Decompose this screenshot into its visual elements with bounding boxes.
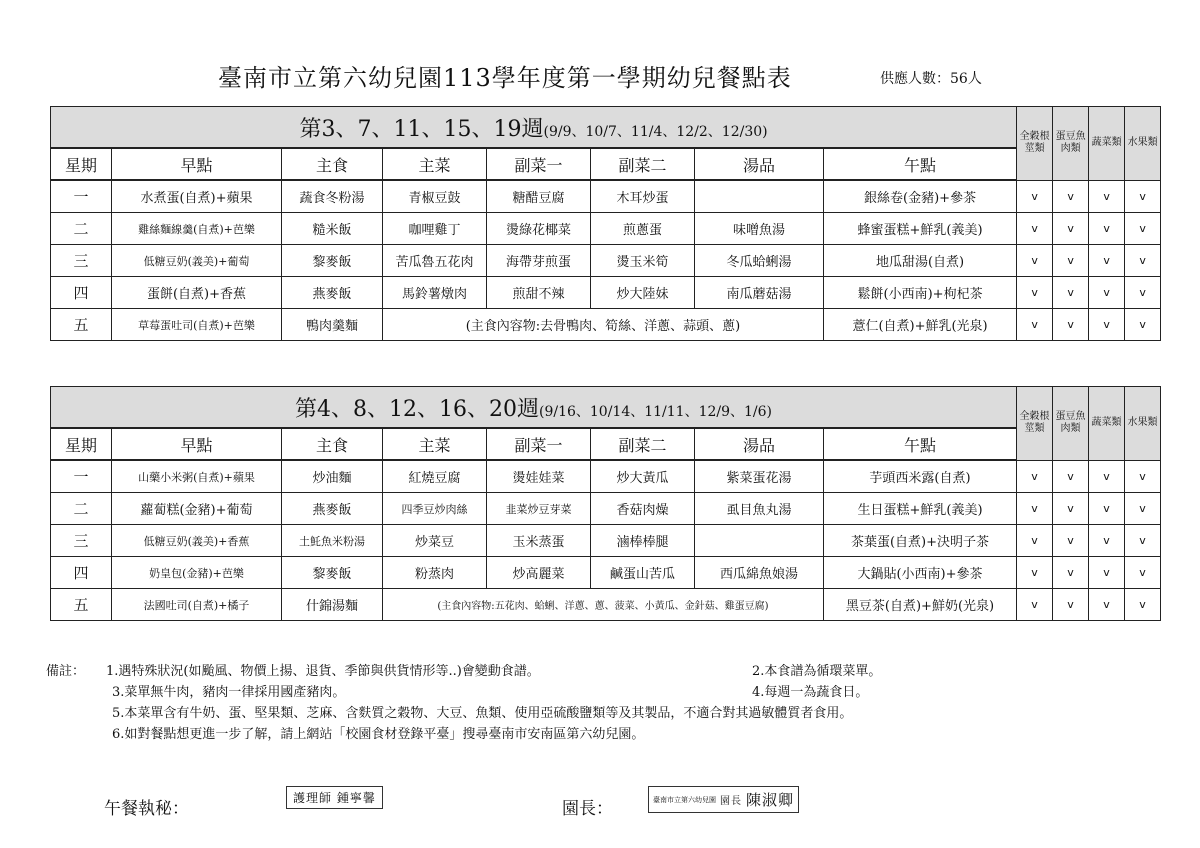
check-mark: v: [1053, 277, 1089, 309]
header-staple: 主食: [282, 428, 383, 460]
staple-cell: 蔬食冬粉湯: [282, 180, 383, 213]
soup-cell: 西瓜綿魚娘湯: [695, 557, 824, 589]
day-cell: 五: [51, 309, 112, 341]
check-mark: v: [1017, 277, 1053, 309]
director-stamp: [648, 786, 799, 813]
side1-cell: 糖醋豆腐: [487, 180, 591, 213]
staple-cell: 燕麥飯: [282, 277, 383, 309]
check-mark: v: [1053, 557, 1089, 589]
side1-cell: 燙娃娃菜: [487, 460, 591, 493]
staple-cell: 什錦湯麵: [282, 589, 383, 621]
staple-ingredients-note: (主食內容物:去骨鴨肉、筍絲、洋蔥、蒜頭、蔥): [383, 309, 824, 341]
note-4: 4.每週一為蔬食日。: [752, 685, 869, 700]
week-label: 第3、7、11、15、19週: [299, 116, 544, 142]
staple-cell: 土魠魚米粉湯: [282, 525, 383, 557]
menu-table-week2: [50, 386, 1161, 621]
note-1: 1.遇特殊狀況(如颱風、物價上揚、退貨、季節與供貨情形等..)會變動食譜。: [106, 664, 540, 679]
side1-cell: 玉米蒸蛋: [487, 525, 591, 557]
day-cell: 四: [51, 277, 112, 309]
main-cell: 馬鈴薯燉肉: [383, 277, 487, 309]
day-cell: 五: [51, 589, 112, 621]
table-row: [51, 309, 1161, 341]
soup-cell: 味噌魚湯: [695, 213, 824, 245]
header-row: [51, 148, 1161, 180]
staple-cell: 黎麥飯: [282, 245, 383, 277]
header-breakfast: 早點: [112, 428, 282, 460]
check-mark: v: [1053, 525, 1089, 557]
supply-count: 供應人數：56人: [880, 71, 982, 87]
snack-cell: 銀絲卷(金豬)+參茶: [824, 180, 1017, 213]
check-mark: v: [1125, 460, 1161, 493]
check-mark: v: [1089, 213, 1125, 245]
staple-cell: 糙米飯: [282, 213, 383, 245]
snack-cell: 鬆餅(小西南)+枸杞茶: [824, 277, 1017, 309]
snack-cell: 黑豆茶(自煮)+鮮奶(光泉): [824, 589, 1017, 621]
side1-cell: 炒高麗菜: [487, 557, 591, 589]
header-breakfast: 早點: [112, 148, 282, 180]
breakfast-cell: 低糖豆奶(義美)+葡萄: [112, 245, 282, 277]
check-mark: v: [1089, 245, 1125, 277]
notes-label: 備註：: [46, 664, 86, 679]
week-dates: (9/9、10/7、11/4、12/2、12/30): [543, 123, 768, 140]
check-mark: v: [1089, 460, 1125, 493]
side1-cell: 燙綠花椰菜: [487, 213, 591, 245]
director-stamp-name: 陳淑卿: [746, 791, 795, 809]
side1-cell: 煎甜不辣: [487, 277, 591, 309]
header-side1: 副菜一: [487, 428, 591, 460]
check-mark: v: [1017, 460, 1053, 493]
category-vegetable: 蔬菜類: [1089, 107, 1125, 181]
check-mark: v: [1053, 180, 1089, 213]
category-fruit: 水果類: [1125, 387, 1161, 461]
soup-cell: [695, 180, 824, 213]
day-cell: 三: [51, 525, 112, 557]
day-cell: 二: [51, 493, 112, 525]
secretary-label: 午餐執秘：: [104, 799, 189, 819]
check-mark: v: [1017, 245, 1053, 277]
breakfast-cell: 草莓蛋吐司(自煮)+芭樂: [112, 309, 282, 341]
breakfast-cell: 蘿蔔糕(金豬)+葡萄: [112, 493, 282, 525]
soup-cell: 紫菜蛋花湯: [695, 460, 824, 493]
table-row: [51, 245, 1161, 277]
breakfast-cell: 山藥小米粥(自煮)+蘋果: [112, 460, 282, 493]
header-day: 星期: [51, 428, 112, 460]
staple-ingredients-note: (主食內容物:五花肉、蛤蜊、洋蔥、蔥、菠菜、小黃瓜、金針菇、雞蛋豆腐): [383, 589, 824, 621]
soup-cell: [695, 525, 824, 557]
snack-cell: 地瓜甜湯(自煮): [824, 245, 1017, 277]
check-mark: v: [1125, 213, 1161, 245]
header-soup: 湯品: [695, 428, 824, 460]
soup-cell: 虱目魚丸湯: [695, 493, 824, 525]
check-mark: v: [1089, 525, 1125, 557]
table-row: [51, 277, 1161, 309]
day-cell: 一: [51, 460, 112, 493]
header-main: 主菜: [383, 148, 487, 180]
breakfast-cell: 水煮蛋(自煮)+蘋果: [112, 180, 282, 213]
staple-cell: 炒油麵: [282, 460, 383, 493]
header-snack: 午點: [824, 428, 1017, 460]
week-heading: [51, 107, 1017, 149]
check-mark: v: [1017, 493, 1053, 525]
category-fruit: 水果類: [1125, 107, 1161, 181]
check-mark: v: [1089, 180, 1125, 213]
week-heading: [51, 387, 1017, 429]
title-row: [0, 58, 1200, 94]
main-cell: 粉蒸肉: [383, 557, 487, 589]
table-row: [51, 180, 1161, 213]
check-mark: v: [1053, 493, 1089, 525]
check-mark: v: [1053, 589, 1089, 621]
check-mark: v: [1125, 180, 1161, 213]
table-row: [51, 557, 1161, 589]
header-side1: 副菜一: [487, 148, 591, 180]
side2-cell: 煎蔥蛋: [591, 213, 695, 245]
check-mark: v: [1125, 277, 1161, 309]
category-vegetable: 蔬菜類: [1089, 387, 1125, 461]
header-side2: 副菜二: [591, 148, 695, 180]
check-mark: v: [1053, 245, 1089, 277]
snack-cell: 大鍋貼(小西南)+參茶: [824, 557, 1017, 589]
main-cell: 咖哩雞丁: [383, 213, 487, 245]
snack-cell: 芋頭西米露(自煮): [824, 460, 1017, 493]
staple-cell: 鴨肉羹麵: [282, 309, 383, 341]
check-mark: v: [1125, 309, 1161, 341]
side2-cell: 燙玉米筍: [591, 245, 695, 277]
staple-cell: 黎麥飯: [282, 557, 383, 589]
menu-table-week1: [50, 106, 1161, 341]
check-mark: v: [1125, 245, 1161, 277]
breakfast-cell: 雞絲麵線羹(自煮)+芭樂: [112, 213, 282, 245]
secretary-stamp: 護理師 鍾寧馨: [286, 786, 383, 809]
category-grain: 全穀根莖類: [1017, 387, 1053, 461]
check-mark: v: [1017, 213, 1053, 245]
table-row: [51, 589, 1161, 621]
page-title: 臺南市立第六幼兒園113學年度第一學期幼兒餐點表: [218, 64, 792, 92]
main-cell: 青椒豆鼓: [383, 180, 487, 213]
check-mark: v: [1089, 309, 1125, 341]
snack-cell: 蜂蜜蛋糕+鮮乳(義美): [824, 213, 1017, 245]
check-mark: v: [1017, 180, 1053, 213]
header-snack: 午點: [824, 148, 1017, 180]
table-row: [51, 493, 1161, 525]
check-mark: v: [1089, 557, 1125, 589]
main-cell: 炒菜豆: [383, 525, 487, 557]
check-mark: v: [1125, 589, 1161, 621]
note-5: 5.本菜單含有牛奶、蛋、堅果類、芝麻、含麩質之穀物、大豆、魚類、使用亞硫酸鹽類等及其製品，不適合對其過敏體質者食用。: [112, 706, 853, 721]
note-2: 2.本食譜為循環菜單。: [752, 664, 882, 679]
day-cell: 二: [51, 213, 112, 245]
side2-cell: 炒大陸妹: [591, 277, 695, 309]
check-mark: v: [1125, 557, 1161, 589]
header-side2: 副菜二: [591, 428, 695, 460]
staple-cell: 燕麥飯: [282, 493, 383, 525]
soup-cell: 冬瓜蛤蜊湯: [695, 245, 824, 277]
side2-cell: 滷棒棒腿: [591, 525, 695, 557]
note-3: 3.菜單無牛肉，豬肉一律採用國產豬肉。: [112, 685, 346, 700]
side2-cell: 木耳炒蛋: [591, 180, 695, 213]
check-mark: v: [1053, 460, 1089, 493]
main-cell: 紅燒豆腐: [383, 460, 487, 493]
check-mark: v: [1089, 493, 1125, 525]
check-mark: v: [1089, 589, 1125, 621]
side1-cell: 韭菜炒豆芽菜: [487, 493, 591, 525]
check-mark: v: [1017, 309, 1053, 341]
header-staple: 主食: [282, 148, 383, 180]
breakfast-cell: 法國吐司(自煮)+橘子: [112, 589, 282, 621]
breakfast-cell: 蛋餅(自煮)+香蕉: [112, 277, 282, 309]
week-dates: (9/16、10/14、11/11、12/9、1/6): [538, 403, 773, 420]
director-stamp-org: 臺南市立第六幼兒園: [653, 795, 716, 804]
table-row: [51, 213, 1161, 245]
check-mark: v: [1089, 277, 1125, 309]
day-cell: 一: [51, 180, 112, 213]
breakfast-cell: 低糖豆奶(義美)+香蕉: [112, 525, 282, 557]
snack-cell: 茶葉蛋(自煮)+決明子茶: [824, 525, 1017, 557]
check-mark: v: [1017, 525, 1053, 557]
header-day: 星期: [51, 148, 112, 180]
header-row: [51, 428, 1161, 460]
check-mark: v: [1053, 213, 1089, 245]
check-mark: v: [1125, 493, 1161, 525]
check-mark: v: [1017, 557, 1053, 589]
week-label: 第4、8、12、16、20週: [295, 396, 539, 422]
side1-cell: 海帶芽煎蛋: [487, 245, 591, 277]
breakfast-cell: 奶皇包(金豬)+芭樂: [112, 557, 282, 589]
category-protein: 蛋豆魚肉類: [1053, 107, 1089, 181]
director-stamp-title: 園長: [720, 796, 742, 807]
snack-cell: 薏仁(自煮)+鮮乳(光泉): [824, 309, 1017, 341]
snack-cell: 生日蛋糕+鮮乳(義美): [824, 493, 1017, 525]
check-mark: v: [1053, 309, 1089, 341]
table-row: [51, 460, 1161, 493]
check-mark: v: [1017, 589, 1053, 621]
side2-cell: 炒大黃瓜: [591, 460, 695, 493]
note-6: 6.如對餐點想更進一步了解，請上網站「校園食材登錄平臺」搜尋臺南市安南區第六幼兒園。: [112, 727, 645, 742]
side2-cell: 香菇肉燥: [591, 493, 695, 525]
check-mark: v: [1125, 525, 1161, 557]
day-cell: 三: [51, 245, 112, 277]
day-cell: 四: [51, 557, 112, 589]
soup-cell: 南瓜蘑菇湯: [695, 277, 824, 309]
category-protein: 蛋豆魚肉類: [1053, 387, 1089, 461]
main-cell: 四季豆炒肉絲: [383, 493, 487, 525]
side2-cell: 鹹蛋山苦瓜: [591, 557, 695, 589]
table-row: [51, 525, 1161, 557]
director-label: 園長：: [562, 799, 613, 819]
header-main: 主菜: [383, 428, 487, 460]
category-grain: 全穀根莖類: [1017, 107, 1053, 181]
header-soup: 湯品: [695, 148, 824, 180]
main-cell: 苦瓜魯五花肉: [383, 245, 487, 277]
